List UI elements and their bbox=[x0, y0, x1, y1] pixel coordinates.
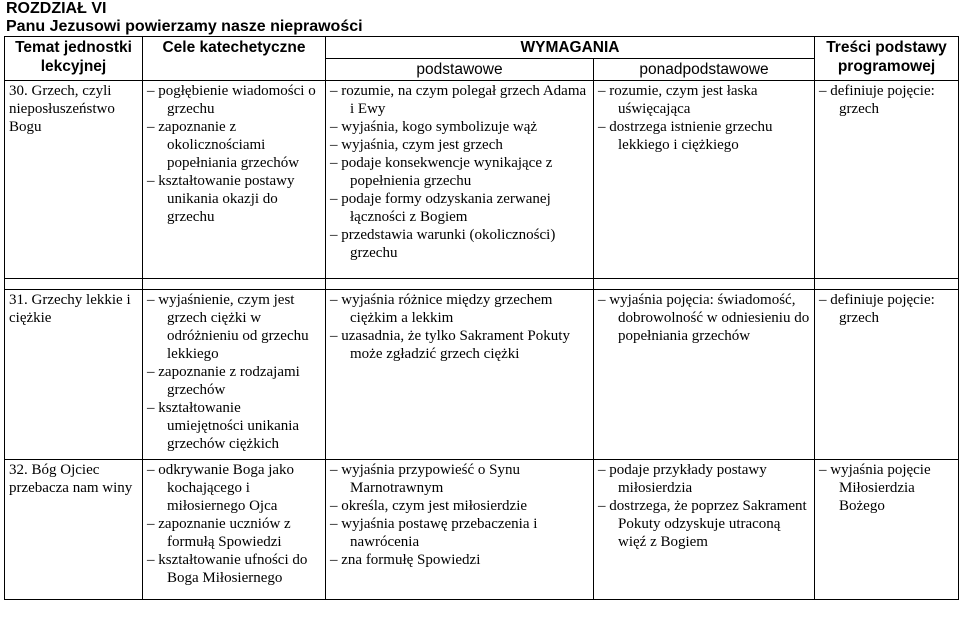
list-item: – zapoznanie z rodzajami grzechów bbox=[147, 364, 300, 398]
advanced-cell bbox=[594, 290, 815, 460]
goals-cell bbox=[143, 460, 326, 600]
list-item: – dostrzega istnienie grzechu lekkiego i ciężkiego bbox=[598, 119, 773, 153]
header-curriculum: Treści podstawy programowej bbox=[815, 37, 959, 81]
unit-cell: 30. Grzech, czyli nieposłuszeństwo Bogu bbox=[5, 81, 143, 279]
list-item: – podaje konsekwencje wynikające z popełnienia grzechu bbox=[330, 155, 553, 189]
list-item: – zapoznanie z okolicznościami popełniania grzechów bbox=[147, 119, 300, 171]
list-item: – definiuje pojęcie: grzech bbox=[819, 83, 935, 117]
goals-cell bbox=[143, 81, 326, 279]
basic-cell bbox=[326, 81, 594, 279]
list-item: – wyjaśnia pojęcie Miłosierdzia Bożego bbox=[819, 462, 931, 514]
basic-cell bbox=[326, 460, 594, 600]
table-row bbox=[5, 460, 959, 600]
list-item: – wyjaśnia, czym jest grzech bbox=[330, 137, 503, 153]
header-basic: podstawowe bbox=[326, 59, 594, 81]
list-item: – rozumie, na czym polegał grzech Adama i Ewy bbox=[330, 83, 587, 117]
chapter-subtitle: Panu Jezusowi powierzamy nasze nieprawości bbox=[6, 18, 363, 35]
table-row bbox=[5, 81, 959, 279]
header-advanced: ponadpodstawowe bbox=[594, 59, 815, 81]
table-row bbox=[5, 290, 959, 460]
spacer-row bbox=[5, 279, 959, 290]
list-item: – odkrywanie Boga jako kochającego i miłosiernego Ojca bbox=[147, 462, 295, 514]
unit-cell: 32. Bóg Ojciec przebacza nam winy bbox=[5, 460, 143, 600]
list-item: – wyjaśnia przypowieść o Synu Marnotrawnym bbox=[330, 462, 520, 496]
list-item: – wyjaśnia, kogo symbolizuje wąż bbox=[330, 119, 538, 135]
advanced-cell bbox=[594, 460, 815, 600]
list-item: – dostrzega, że poprzez Sakrament Pokuty odzyskuje utraconą więź z Bogiem bbox=[598, 498, 807, 550]
goals-cell bbox=[143, 290, 326, 460]
unit-cell: 31. Grzechy lekkie i ciężkie bbox=[5, 290, 143, 460]
list-item: – kształtowanie postawy unikania okazji do grzechu bbox=[147, 173, 295, 225]
list-item: – wyjaśnia różnice między grzechem ciężkim a lekkim bbox=[330, 292, 553, 326]
requirements-table bbox=[4, 36, 959, 600]
list-item: – podaje formy odzyskania zerwanej łączności z Bogiem bbox=[330, 191, 551, 225]
advanced-cell bbox=[594, 81, 815, 279]
list-item: – określa, czym jest miłosierdzie bbox=[330, 498, 528, 514]
header-goals: Cele katechetyczne bbox=[143, 37, 326, 81]
list-item: – pogłębienie wiadomości o grzechu bbox=[147, 83, 316, 117]
header-unit: Temat jednostki lekcyjnej bbox=[5, 37, 143, 81]
list-item: – kształtowanie ufności do Boga Miłosiernego bbox=[147, 552, 308, 586]
header-row bbox=[5, 37, 959, 59]
list-item: – podaje przykłady postawy miłosierdzia bbox=[598, 462, 767, 496]
list-item: – wyjaśnia pojęcia: świadomość, dobrowolność w odniesieniu do popełniania grzechów bbox=[598, 292, 810, 344]
header-requirements: WYMAGANIA bbox=[326, 37, 815, 59]
list-item: – kształtowanie umiejętności unikania grzechów ciężkich bbox=[147, 400, 300, 452]
chapter-title: ROZDZIAŁ VI bbox=[6, 0, 107, 17]
curriculum-cell bbox=[815, 81, 959, 279]
list-item: – definiuje pojęcie: grzech bbox=[819, 292, 935, 326]
list-item: – wyjaśnienie, czym jest grzech ciężki w odróżnieniu od grzechu lekkiego bbox=[147, 292, 309, 362]
curriculum-cell bbox=[815, 460, 959, 600]
list-item: – rozumie, czym jest łaska uświęcająca bbox=[598, 83, 758, 117]
curriculum-cell bbox=[815, 290, 959, 460]
list-item: – wyjaśnia postawę przebaczenia i nawrócenia bbox=[330, 516, 538, 550]
list-item: – przedstawia warunki (okoliczności) grzechu bbox=[330, 227, 556, 261]
list-item: – zna formułę Spowiedzi bbox=[330, 552, 481, 568]
list-item: – uzasadnia, że tylko Sakrament Pokuty może zgładzić grzech ciężki bbox=[330, 328, 570, 362]
basic-cell bbox=[326, 290, 594, 460]
list-item: – zapoznanie uczniów z formułą Spowiedzi bbox=[147, 516, 291, 550]
